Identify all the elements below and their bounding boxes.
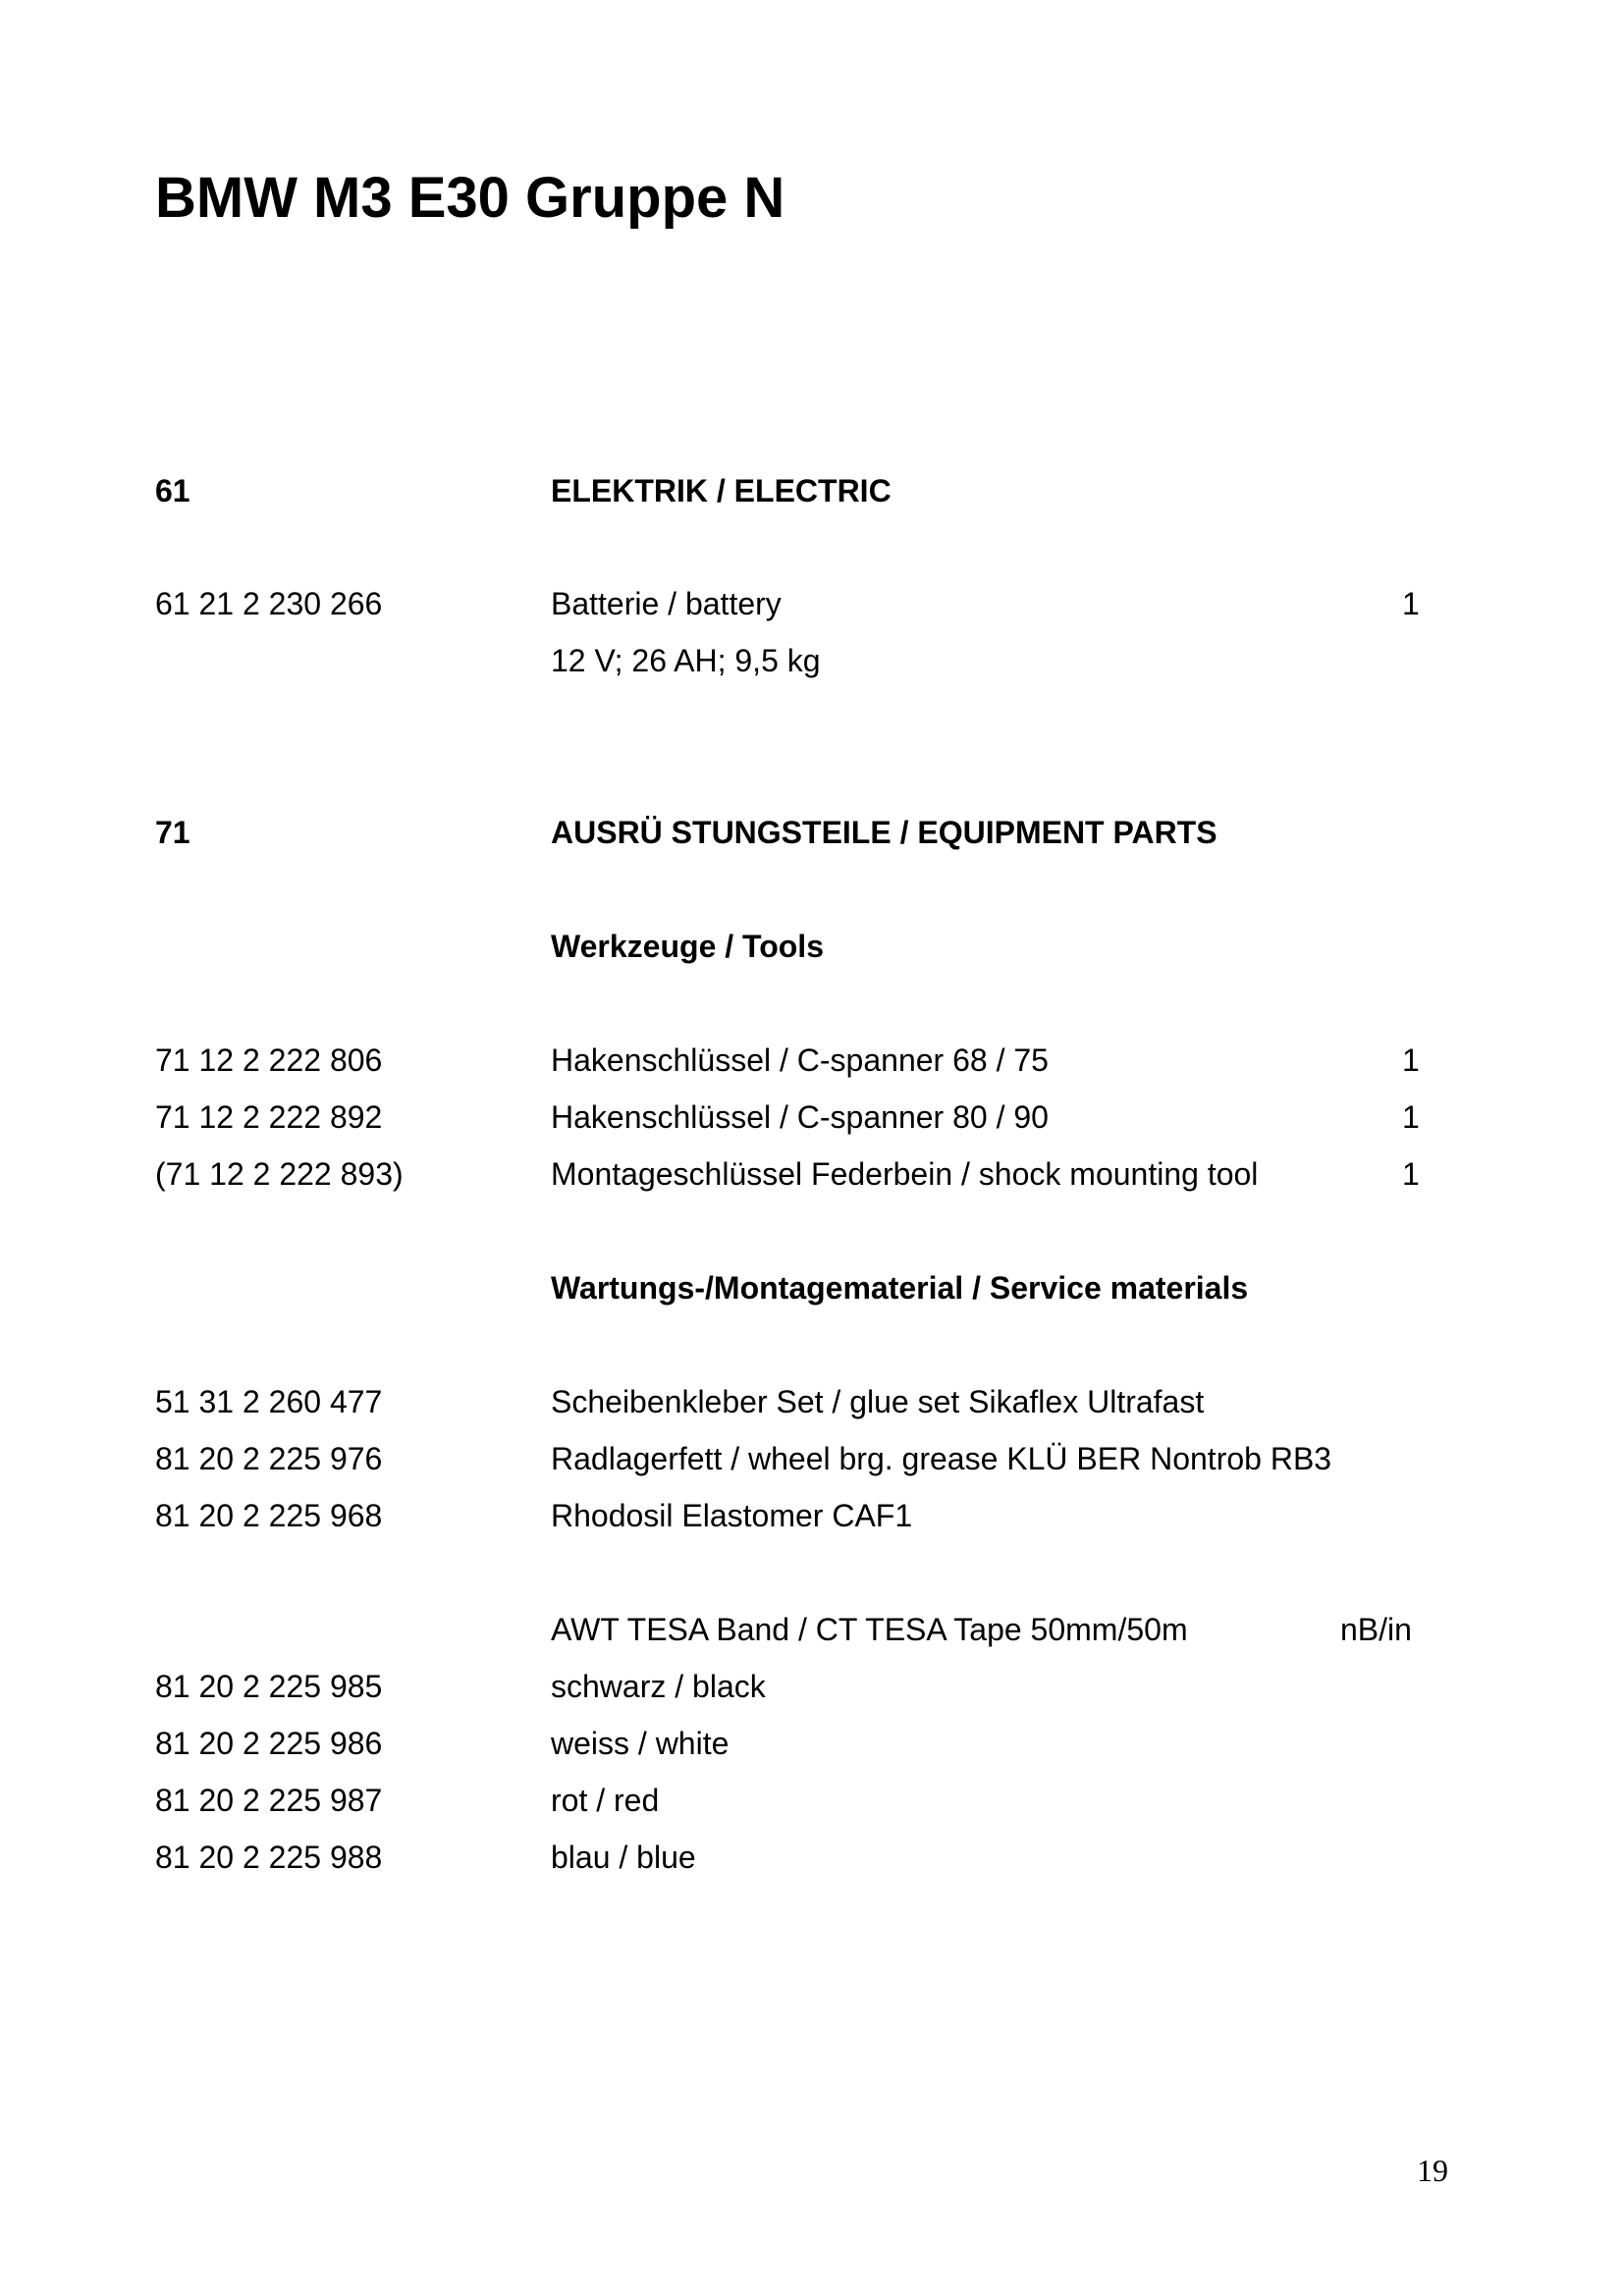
tape-unit: nB/in [1340,1612,1412,1647]
section-heading: AUSRÜ STUNGSTEILE / EQUIPMENT PARTS [551,815,1217,850]
part-quantity: 1 [1402,1099,1420,1135]
page-number: 19 [1417,2153,1448,2188]
part-number: 81 20 2 225 968 [155,1498,383,1533]
part-number: 81 20 2 225 985 [155,1669,383,1704]
part-description: weiss / white [551,1726,730,1761]
part-row [0,1042,1623,1099]
section-number: 71 [155,815,190,850]
part-description: Scheibenkleber Set / glue set Sikaflex Ultrafast [551,1384,1205,1419]
tape-description: AWT TESA Band / CT TESA Tape 50mm/50m [551,1612,1188,1647]
part-description: 12 V; 26 AH; 9,5 kg [551,643,821,678]
part-description: Rhodosil Elastomer CAF1 [551,1498,913,1533]
part-row [0,1099,1623,1156]
part-quantity: 1 [1402,1042,1420,1078]
part-row [0,586,1623,643]
part-number: 81 20 2 225 987 [155,1783,383,1818]
part-description: schwarz / black [551,1669,766,1704]
part-quantity: 1 [1402,1156,1420,1192]
part-row [0,1669,1623,1726]
part-row [0,1156,1623,1213]
part-row [0,1726,1623,1783]
part-row [0,643,1623,700]
part-row [0,1783,1623,1840]
section-heading: ELEKTRIK / ELECTRIC [551,473,892,508]
part-row [0,1384,1623,1441]
part-number: 51 31 2 260 477 [155,1384,383,1419]
section-61-header [0,473,1623,530]
part-number: 81 20 2 225 986 [155,1726,383,1761]
service-subheading [0,1270,1623,1327]
part-description: rot / red [551,1783,660,1818]
part-description: Hakenschlüssel / C-spanner 68 / 75 [551,1042,1049,1078]
tools-subheading [0,929,1623,986]
part-number: 61 21 2 230 266 [155,586,383,621]
tape-header-row [0,1612,1623,1669]
part-number: (71 12 2 222 893) [155,1156,404,1192]
part-number: 71 12 2 222 892 [155,1099,383,1135]
subheading: Wartungs-/Montagematerial / Service materials [551,1270,1249,1306]
part-row [0,1498,1623,1555]
part-description: Montageschlüssel Federbein / shock mounting tool [551,1156,1259,1192]
part-number: 81 20 2 225 988 [155,1840,383,1875]
part-row [0,1840,1623,1896]
page-title: BMW M3 E30 Gruppe N [155,166,785,230]
part-number: 81 20 2 225 976 [155,1441,383,1476]
part-row [0,1441,1623,1498]
section-71-header [0,815,1623,872]
part-description: Radlagerfett / wheel brg. grease KLÜ BER Nontrob RB3 [551,1441,1332,1476]
part-description: Hakenschlüssel / C-spanner 80 / 90 [551,1099,1049,1135]
subheading: Werkzeuge / Tools [551,929,824,964]
part-description: blau / blue [551,1840,696,1875]
part-quantity: 1 [1402,586,1420,621]
section-number: 61 [155,473,190,508]
part-description: Batterie / battery [551,586,782,621]
part-number: 71 12 2 222 806 [155,1042,383,1078]
